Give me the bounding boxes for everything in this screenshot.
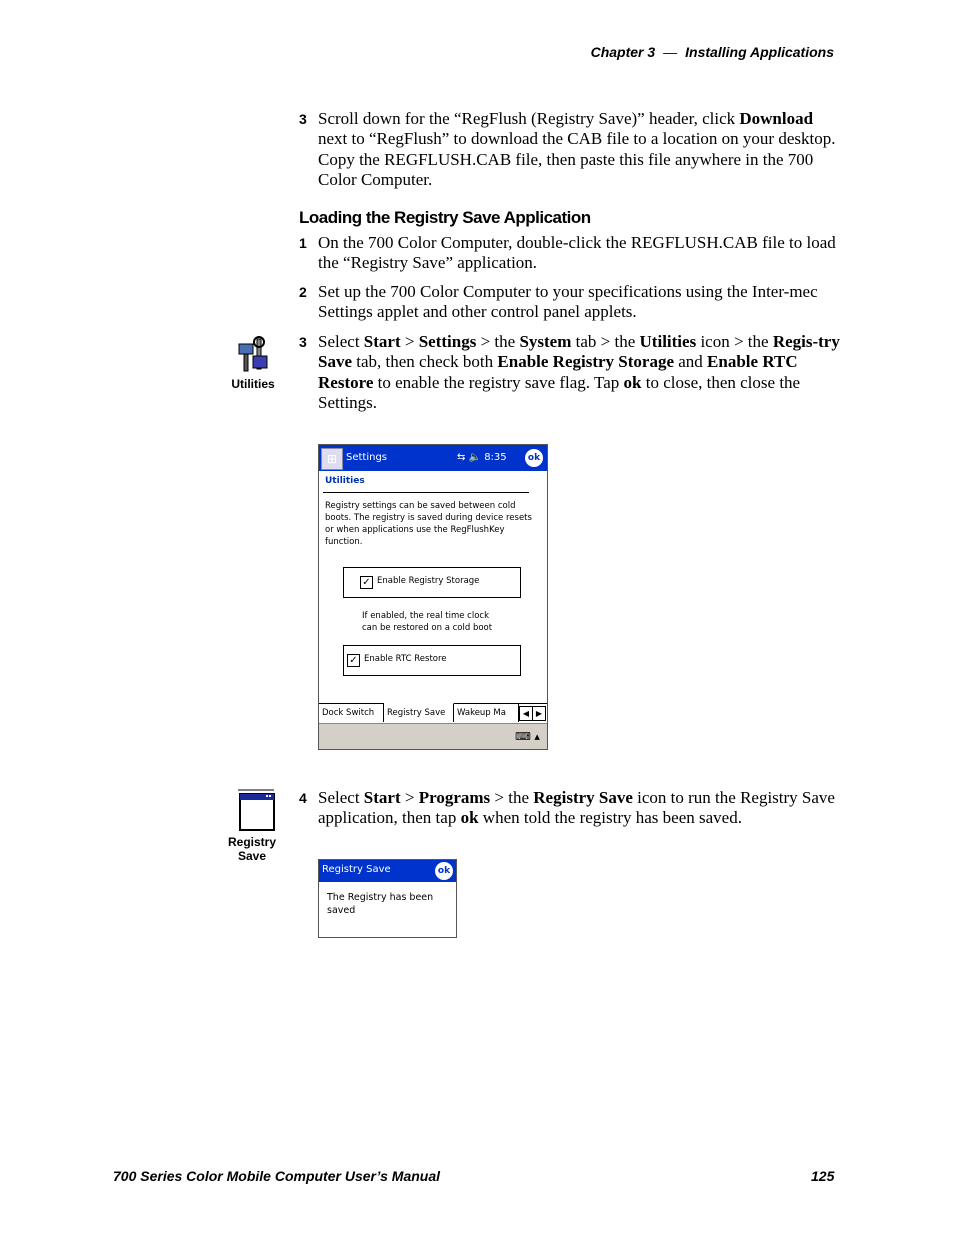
step-text [318, 109, 844, 191]
tab-wakeup[interactable]: Wakeup Ma [454, 704, 519, 722]
section-label: Installing Applications [685, 44, 834, 60]
page-subtitle: Utilities [325, 476, 365, 486]
text-run: to enable the registry save flag. Tap [373, 372, 624, 392]
bold-term: Utilities [639, 332, 697, 351]
note-line: can be restored on a cold boot [362, 623, 493, 633]
dialog-ok-button[interactable]: ok [435, 862, 453, 880]
bold-term: Enable Registry Storage [497, 352, 674, 372]
text-run: > [400, 332, 419, 351]
windows-start-icon[interactable]: ⊞ [321, 448, 343, 470]
title-text: Settings [346, 452, 388, 463]
chapter-label: Chapter 3 [590, 44, 656, 60]
step-load-2 [299, 282, 844, 323]
registry-storage-group [343, 567, 521, 598]
step-number: 2 [299, 284, 307, 300]
step-number: 1 [299, 235, 307, 251]
step-load-1 [299, 233, 844, 274]
text-run: > [400, 788, 419, 807]
step-text [318, 282, 844, 323]
text-run: Select [318, 332, 364, 351]
command-bar [319, 723, 547, 750]
registry-label-line2: Save [237, 849, 267, 863]
status-area: ⇆ 🔈 8:35 [457, 452, 507, 463]
bold-term: Programs [418, 788, 491, 807]
checkbox-label: Enable RTC Restore [364, 654, 447, 664]
rtc-restore-group [343, 645, 521, 676]
running-header [591, 44, 834, 60]
header-dash: — [663, 44, 678, 60]
text-run: icon to run the Registry Save application, then tap [318, 788, 835, 828]
text-run: and [674, 352, 708, 372]
step-text [318, 788, 844, 829]
text-run: Select [318, 788, 364, 807]
text-run: tab, then check both [352, 352, 498, 372]
bold-term: Download [739, 109, 814, 128]
title-bar [319, 445, 547, 471]
clock-text: 8:35 [484, 452, 507, 463]
text-run: Set up the 700 Color Computer to your specifications using the Inter-mec Settings applet and other control panel applets. [318, 282, 818, 322]
text-run: tab > the [571, 332, 640, 351]
utilities-tools-icon [233, 336, 273, 374]
note-line: If enabled, the real time clock [362, 611, 490, 621]
registry-save-side-icon [222, 788, 282, 863]
text-run: > the [476, 332, 520, 351]
divider [323, 492, 529, 493]
window-icon [228, 788, 276, 832]
bold-term: ok [460, 808, 479, 828]
footer-manual-title: 700 Series Color Mobile Computer User’s Manual [113, 1168, 441, 1184]
page-number: 125 [811, 1168, 835, 1184]
enable-registry-storage-checkbox[interactable]: ✓ [360, 576, 373, 589]
bold-term: Start [363, 788, 401, 807]
step-number: 4 [299, 790, 307, 806]
tab-registry-save[interactable]: Registry Save [384, 703, 454, 722]
ok-button[interactable]: ok [525, 449, 543, 467]
tab-dock-switch[interactable]: Dock Switch [319, 704, 384, 722]
dialog-message: The Registry has been saved [327, 892, 434, 916]
text-run: Scroll down for the “RegFlush (Registry Save)” header, click [318, 109, 740, 128]
text-run: when told the registry has been saved. [478, 808, 742, 828]
step-number: 3 [299, 111, 307, 127]
text-run: On the 700 Color Computer, double-click the REGFLUSH.CAB file to load the “Registry Save” application. [318, 233, 836, 273]
section-subheading: Loading the Registry Save Application [299, 208, 591, 227]
bold-term: Regis-try Save [318, 332, 840, 372]
step-download [299, 109, 844, 191]
registry-label-line1: Registry [227, 835, 277, 849]
tab-scroll-right-icon[interactable]: ▶ [532, 706, 546, 721]
text-run: next to “RegFlush” to download the CAB file to a location on your desktop. Copy the REGFLUSH.CAB file, then paste this file anywhere in the 700 Color Computer. [318, 129, 836, 190]
enable-rtc-restore-checkbox[interactable]: ✓ [347, 654, 360, 667]
checkbox-label: Enable Registry Storage [377, 576, 480, 586]
step-text [318, 233, 844, 274]
bold-term: Start [363, 332, 401, 351]
dialog-title: Registry Save [322, 864, 391, 875]
registry-save-dialog [318, 859, 457, 938]
step-load-4 [299, 788, 844, 829]
utilities-label: Utilities [231, 377, 275, 391]
settings-screenshot [318, 444, 548, 750]
keyboard-icon[interactable]: ⌨ ▴ [515, 730, 540, 743]
bold-term: System [519, 332, 572, 351]
bold-term: ok [623, 372, 642, 392]
step-load-3 [299, 332, 844, 414]
text-run: to close, then close the Settings. [318, 372, 801, 413]
dialog-title-bar [319, 860, 456, 882]
tab-scroll-left-icon[interactable]: ◀ [519, 706, 533, 721]
bold-term: Registry Save [533, 788, 633, 807]
text-run: > the [490, 788, 534, 807]
step-text [318, 332, 844, 414]
tab-bar [319, 703, 547, 724]
utilities-side-icon [226, 336, 280, 391]
bold-term: Settings [418, 332, 477, 351]
bold-term: Enable RTC Restore [318, 352, 798, 392]
step-number: 3 [299, 334, 307, 350]
rtc-note [362, 610, 492, 634]
text-run: icon > the [696, 332, 773, 351]
description-text: Registry settings can be saved between cold boots. The registry is saved during device resets or when applications use the RegFlushKey function. [325, 501, 532, 547]
